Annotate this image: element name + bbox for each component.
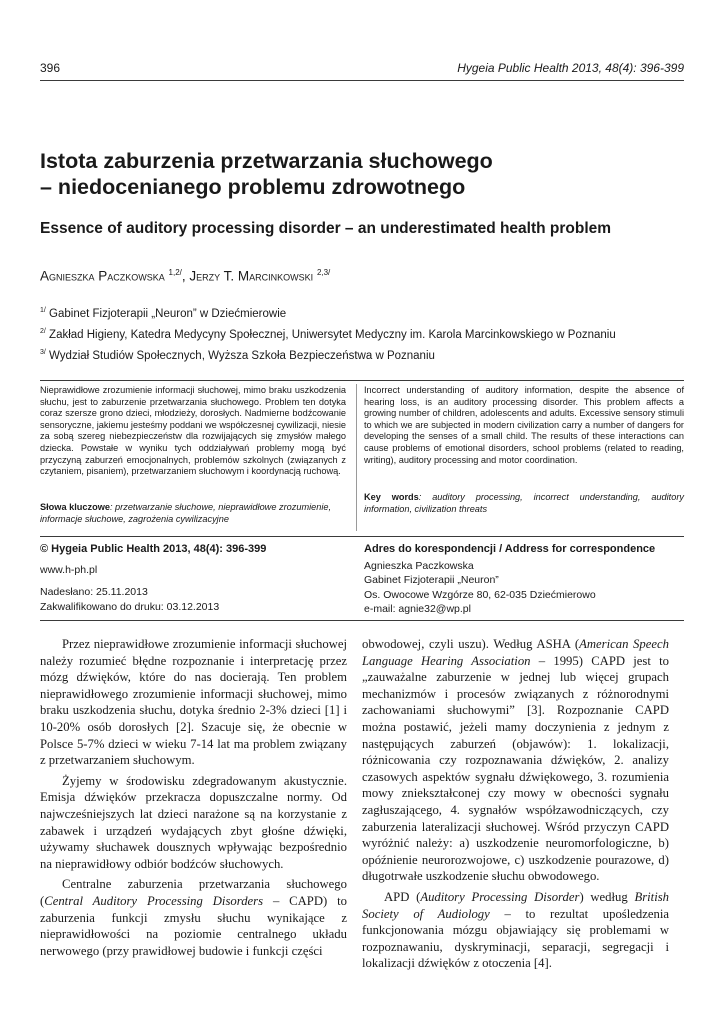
affiliation-3 [40,344,616,365]
body-paragraph-5-italic-2: British Society of Audiology [362,889,669,921]
author-2-name: Jerzy T. Marcinkowski [189,268,314,284]
authors [40,268,330,284]
body-paragraph-4-b: – 1995) CAPD jest to „zauważalne zaburzenie w jednej lub więcej grupach mechanizmów i procesów związanych z różnorodnymi zachowaniami słuchowymi” [3]. Rozpoznanie CAPD można postawić, jeżeli mamy doczynienia z jednym z następujących zaburzeń (objawów): 1. lokalizacji, różnicowania czy rozpoznawania dźwięków, 2. analizy czasowych aspektów sygnału dźwiękowego, 3. rozumienia mowy zniekształconej czy mowy w obecności sygnału zagłuszającego, 4. sygnałów współzawodniczących, czy zaburzenia lateralizacji słuchowej. Wśród przyczyn CAPD wyróżnić należy: a) uszkodzenie neuromorfologiczne, b) opóźnienie neurorozwojowe, c) uszkodzenie pourazowe, d) długotrwałe uszkodzenie słuchu obwodowego. [362,653,670,884]
copyright: © Hygeia Public Health 2013, 48(4): 396-399 [40,543,267,555]
publication-info [40,542,340,614]
abstract-column-divider [356,384,357,531]
title-english: Essence of auditory processing disorder – an underestimated health problem [40,220,612,237]
submitted-date: Nadesłano: 25.11.2013 [40,586,148,598]
affiliation-3-text: Wydział Studiów Społecznych, Wyższa Szkoła Bezpieczeństwa w Poznaniu [45,349,435,362]
body-paragraph-5-italic-1: Auditory Processing Disorder [420,889,580,904]
title-polish-line-2: – niedocenianego problemu zdrowotnego [40,175,466,199]
website-link[interactable]: www.h-ph.pl [40,563,98,576]
body-paragraph-3-italic: Central Auditory Processing Disorders [44,893,264,908]
body-column-left [40,636,347,963]
keywords-english-label: Key words [364,492,419,502]
info-bottom-rule [40,620,684,621]
body-paragraph-5 [362,889,669,972]
body-column-right [362,636,669,976]
body-paragraph-5-a: APD ( [384,889,421,904]
body-paragraph-5-c: – to rezultat upośledzenia funkcjonowania mózgu objawiający się problemami w rozpoznawaniu, dyskryminacji, separacji, segregacji i lokalizacji dźwięków z otoczenia [4]. [362,906,670,971]
affiliations [40,302,616,364]
author-1-name: Agnieszka Paczkowska [40,268,165,284]
abstract-polish: Nieprawidłowe zrozumienie informacji słuchowej, mimo braku uszkodzenia słuchu, jest to zaburzenie przetwarzania słuchowego. Problem ten dotyka coraz szersze grono dzieci, młodzieży, dorosłych. Nadmierne bodźcowanie sensoryczne, jakiemu jesteśmy poddani we współczesnej cywilizacji, niesie za sobą szereg niebezpieczeństw dla rozwijających się zmysłów małego dziecka. Powstałe w wyniku tych oddziaływań problemy mogą być przyczyną zaburzeń emocjonalnych, problemów szkolnych (związanych z czytaniem, pisaniem), przetwarzaniem słuchowym i koordynacją ruchową. [40,385,346,477]
body-paragraph-4 [362,636,669,885]
affiliation-2 [40,323,616,344]
keywords-english [364,492,684,515]
body-paragraph-2: Żyjemy w środowisku zdegradowanym akustycznie. Emisja dźwięków przekracza dopuszczalne normy. Od najwcześniejszych lat dzieci narażone są na korzystanie z zabawek i urządzeń wydających zbyt głośne dźwięki, używamy słuchawek dousznych wpływając bezpośrednio na nieprawidłowy odbiór bodźców słuchowych. [40,773,347,871]
abstract-english: Incorrect understanding of auditory information, despite the absence of hearing loss, is an auditory processing disorder. This problem affects a growing number of children, adolescents and adults. Excessive sensory stimuli to which we are subjected in modern civilization carry a number of dangers for developing the senses of a small child. The results of these interactions can cause problems of emotional disorders, school problems (related to reading, writing), auditory processing and motor coordination. [364,385,684,465]
body-paragraph-5-b: ) według [579,889,635,904]
address-header: Adres do korespondencji / Address for correspondence [364,543,656,555]
page-number: 396 [40,61,61,75]
author-1-affil: 1,2/ [168,268,182,277]
affiliation-1-sup: 1/ [40,307,46,314]
title-polish [40,148,690,200]
author-separator: , [181,268,190,284]
body-paragraph-3 [40,876,347,959]
info-spacer [40,577,340,585]
address-street: Os. Owocowe Wzgórze 80, 62-035 Dziećmierowo [364,588,596,601]
affiliation-1-text: Gabinet Fizjoterapii „Neuron” w Dziećmierowie [45,307,287,320]
body-paragraph-1: Przez nieprawidłowe zrozumienie informacji słuchowej należy rozumieć błędne rozpoznanie i interpretację przez mózg dźwięków, które do nas docierają. Ten problem nieprawidłowego zrozumienie informacji słuchowej, mimo braku uszkodzenia słuchu, dotyka średnio 2-3% dzieci [1] i 10-20% osób dorosłych [2]. Szacuje się, że obecnie w Polsce 5-7% dzieci w wieku 7-14 lat ma problem związany z przetwarzaniem słuchowym. [40,637,347,768]
affiliation-2-sup: 2/ [40,327,46,335]
body-paragraph-4-a: obwodowej, czyli uszu). Według ASHA ( [362,637,580,651]
author-2-affil: 2,3/ [316,268,331,277]
address-name: Agnieszka Paczkowska [364,559,474,572]
affiliation-2-text: Zakład Higieny, Katedra Medycyny Społecznej, Uniwersytet Medyczny im. Karola Marcinkowskiego w Poznaniu [45,328,616,341]
affiliation-1 [40,302,616,323]
keywords-polish [40,502,350,525]
keywords-english-text: : auditory processing, incorrect understanding, auditory information, civilization threats [364,492,685,514]
address-email[interactable]: e-mail: agnie32@wp.pl [364,603,471,615]
body-paragraph-3-a: Centralne zaburzenia przetwarzania słuchowego ( [40,877,347,908]
header-rule [40,80,684,81]
address-institution: Gabinet Fizjoterapii „Neuron” [364,574,499,586]
keywords-polish-text: : przetwarzanie słuchowe, nieprawidłowe zrozumienie, informacje słuchowe, zagrożenia cywilizacyjne [40,502,332,524]
affiliation-3-sup: 3/ [40,348,46,356]
title-polish-line-1: Istota zaburzenia przetwarzania słuchowego [40,149,493,173]
keywords-polish-label: Słowa kluczowe [40,502,110,512]
abstract-bottom-rule [40,536,684,537]
body-paragraph-3-b: – CAPD) to zaburzenia funkcji zmysłu słuchu wynikające z nieprawidłowości na poziomie centralnego układu nerwowego (przy prawidłowej budowie i funkcji części [40,893,347,958]
journal-reference: Hygeia Public Health 2013, 48(4): 396-399 [457,61,684,75]
correspondence-address [364,542,684,617]
accepted-date: Zakwalifikowano do druku: 03.12.2013 [40,600,220,613]
body-paragraph-4-italic: American Speech Language Hearing Association [362,637,669,668]
abstract-top-rule [40,380,684,381]
